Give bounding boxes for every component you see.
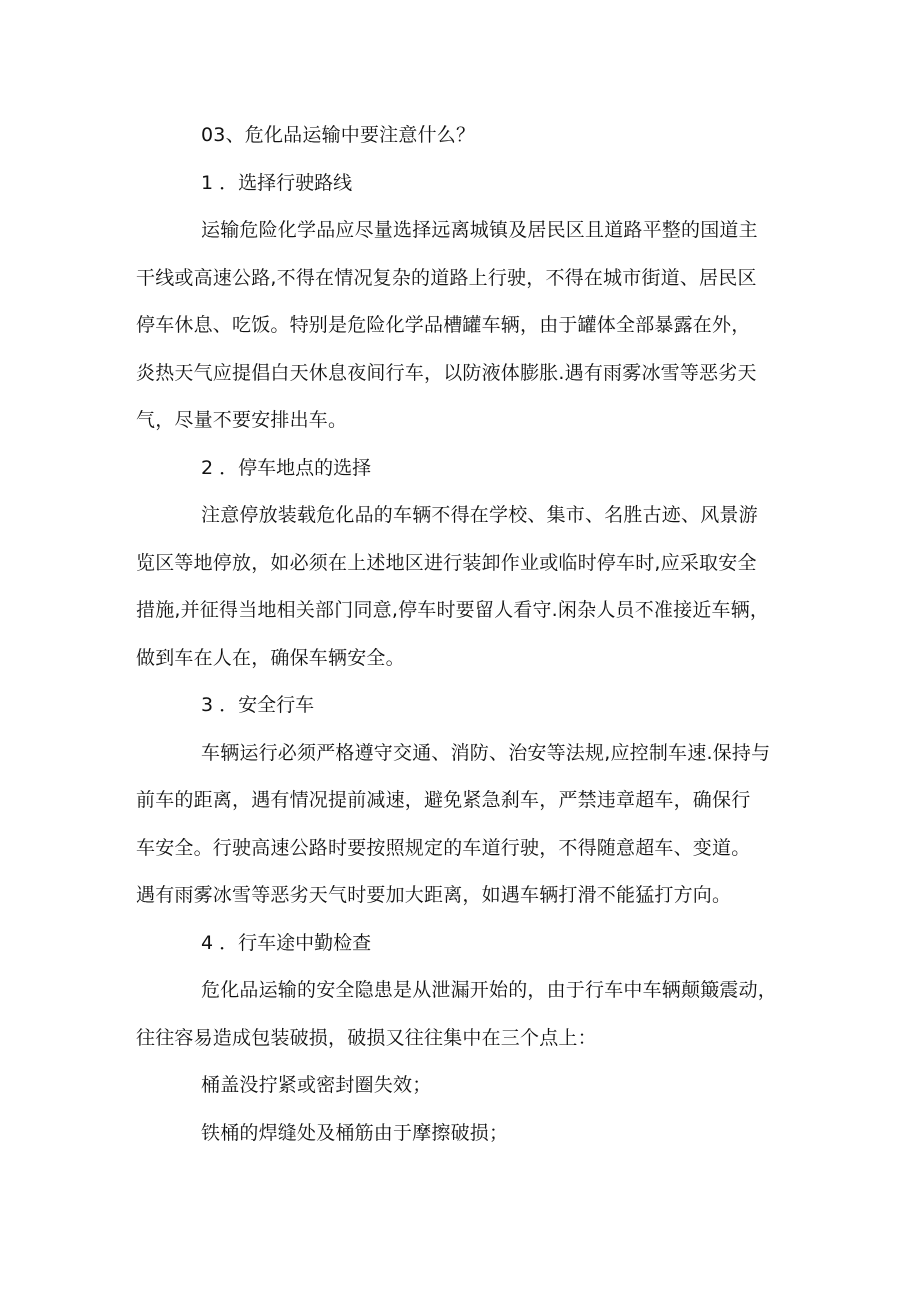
paragraph-line: 车安全。行驶高速公路时要按照规定的车道行驶，不得随意超车、变道。: [136, 836, 751, 859]
paragraph-line: 车辆运行必须严格遵守交通、消防、治安等法规,应控制车速.保持与: [201, 741, 771, 764]
document-body: [136, 112, 786, 1157]
section-heading-parking: 2 ．停车地点的选择: [201, 456, 372, 479]
list-item: 桶盖没拧紧或密封圈失效；: [201, 1074, 432, 1096]
paragraph-line: 前车的距离，遇有情况提前减速，避免紧急刹车，严禁违章超车，确保行: [136, 789, 751, 811]
paragraph-line: 措施,并征得当地相关部门同意,停车时要留人看守.闲杂人员不准接近车辆，: [136, 599, 770, 621]
paragraph-line: 遇有雨雾冰雪等恶劣天气时要加大距离，如遇车辆打滑不能猛打方向。: [136, 884, 732, 906]
paragraph-line: 注意停放装载危化品的车辆不得在学校、集市、名胜古迹、风景游: [201, 504, 758, 526]
paragraph-line: 停车休息、吃饭。特别是危险化学品槽罐车辆，由于罐体全部暴露在外，: [136, 314, 751, 336]
paragraph-line: 往往容易造成包装破损，破损又往往集中在三个点上：: [136, 1026, 597, 1049]
document-title: 03、危化品运输中要注意什么？: [201, 124, 476, 146]
paragraph-line: 炎热天气应提倡白天休息夜间行车，以防液体膨胀.遇有雨雾冰雪等恶劣天: [136, 361, 757, 384]
paragraph-line: 干线或高速公路,不得在情况复杂的道路上行驶，不得在城市街道、居民区: [136, 266, 757, 289]
section-heading-inspection: 4 ．行车途中勤检查: [201, 931, 372, 954]
paragraph-line: 气，尽量不要安排出车。: [136, 409, 348, 431]
paragraph-line: 做到车在人在，确保车辆安全。: [136, 646, 405, 669]
section-heading-safe-driving: 3 ．安全行车: [201, 694, 315, 716]
section-heading-route: 1 ．选择行驶路线: [201, 171, 353, 194]
paragraph-line: 危化品运输的安全隐患是从泄漏开始的，由于行车中车辆颠簸震动，: [201, 979, 778, 1001]
list-item: 铁桶的焊缝处及桶筋由于摩擦破损；: [201, 1121, 509, 1144]
paragraph-line: 运输危险化学品应尽量选择远离城镇及居民区且道路平整的国道主: [201, 219, 758, 241]
paragraph-line: 览区等地停放，如必须在上述地区进行装卸作业或临时停车时,应采取安全: [136, 551, 757, 574]
